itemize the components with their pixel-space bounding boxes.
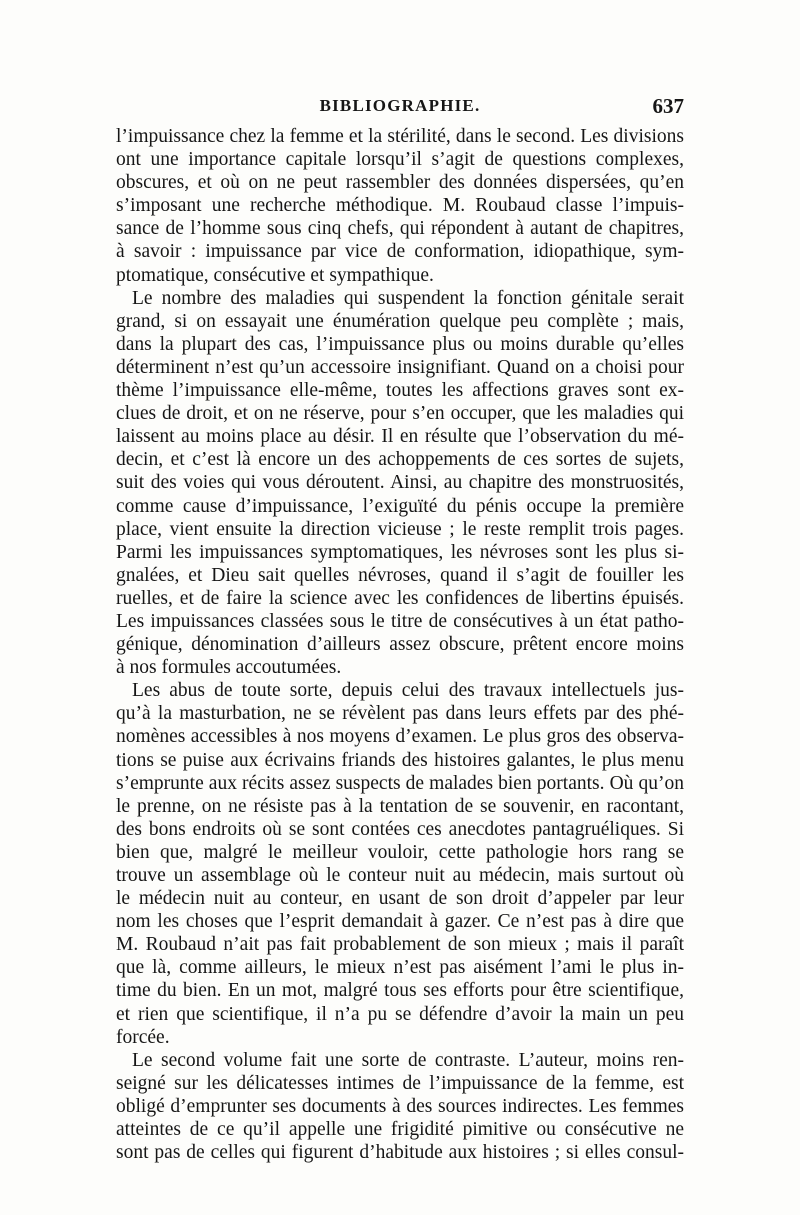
paragraph-end-line: ptomatique, consécutive et sympathique. — [116, 264, 434, 286]
text-line: dans la plupart des cas, l’impuissance plus ou moins durable qu’elles — [116, 333, 684, 355]
text-line: obligé d’emprunter ses documents à des sources indirectes. Les femmes — [116, 1095, 684, 1117]
body-text — [116, 125, 684, 1164]
text-line: trouve un assemblage où le conteur nuit au médecin, mais surtout où — [116, 865, 684, 886]
paragraph-first-line: Les abus de toute sorte, depuis celui des travaux intellectuels jus- — [132, 680, 684, 702]
text-line: thème l’impuissance elle-même, toutes les affections graves sont ex- — [116, 380, 684, 402]
text-line: gnalées, et Dieu sait quelles névroses, quand il s’agit de fouiller les — [116, 564, 684, 586]
text-line: seigné sur les délicatesses intimes de l’impuissance de la femme, est — [116, 1072, 684, 1094]
text-line: nomènes accessibles à nos moyens d’examen. Le plus gros des observa- — [116, 726, 684, 748]
paragraph-end-line: forcée. — [116, 1026, 170, 1048]
text-line: l’impuissance chez la femme et la stérilité, dans le second. Les divisions — [116, 126, 684, 147]
text-line: des bons endroits où se sont contées ces anecdotes pantagruéliques. Si — [116, 818, 684, 840]
page-number: 637 — [652, 94, 684, 118]
running-title: BIBLIOGRAPHIE. — [319, 96, 481, 115]
text-line: s’emprunte aux récits assez suspects de malades bien portants. Où qu’on — [116, 772, 684, 794]
text-line: laissent au moins place au désir. Il en résulte que l’observation du mé- — [116, 426, 684, 448]
text-line: Les impuissances classées sous le titre de consécutives à un état patho- — [116, 610, 684, 632]
text-line: comme cause d’impuissance, l’exiguïté du pénis occupe la première — [116, 495, 684, 517]
text-line: atteintes de ce qu’il appelle une frigidité pimitive ou consécutive ne — [116, 1119, 684, 1141]
text-line: qu’à la masturbation, ne se révèlent pas dans leurs effets par des phé- — [116, 703, 684, 725]
text-line: clues de droit, et on ne réserve, pour s’en occuper, que les maladies qui — [116, 403, 684, 425]
text-line: sont pas de celles qui figurent d’habitude aux histoires ; si elles consul- — [116, 1142, 684, 1164]
text-line: le prenne, on ne résiste pas à la tentation de se souvenir, en racontant, — [116, 795, 684, 817]
text-line: tions se puise aux écrivains friands des histoires galantes, le plus menu — [116, 749, 684, 771]
text-line: place, vient ensuite la direction vicieuse ; le reste remplit trois pages. — [116, 518, 684, 540]
text-line: M. Roubaud n’ait pas fait probablement de son mieux ; mais il paraît — [116, 934, 684, 956]
text-line: decin, et c’est là encore un des achoppements de ces sortes de sujets, — [116, 449, 684, 471]
text-line: bien que, malgré le meilleur vouloir, cette pathologie hors rang se — [116, 841, 684, 863]
text-line: déterminent n’est qu’un accessoire insignifiant. Quand on a choisi pour — [116, 356, 684, 378]
text-line: obscures, et où on ne peut rassembler des données dispersées, qu’en — [116, 172, 684, 194]
text-line: que là, comme ailleurs, le mieux n’est pas aisément l’ami le plus in- — [116, 957, 684, 979]
text-line: et rien que scientifique, il n’a pu se défendre d’avoir la main un peu — [116, 1003, 684, 1025]
text-line: grand, si on essayait une énumération quelque peu complète ; mais, — [116, 310, 684, 332]
text-line: à savoir : impuissance par vice de conformation, idiopathique, sym- — [116, 241, 684, 263]
running-head — [116, 96, 684, 122]
text-line: ont une importance capitale lorsqu’il s’agit de questions complexes, — [116, 149, 684, 171]
text-line: ruelles, et de faire la science avec les confidences de libertins épuisés. — [116, 587, 684, 609]
paragraph-first-line: Le nombre des maladies qui suspendent la fonction génitale serait — [132, 287, 684, 309]
text-line: sance de l’homme sous cinq chefs, qui répondent à autant de chapitres, — [116, 218, 684, 240]
paragraph-end-line: à nos formules accoutumées. — [116, 657, 342, 679]
text-line: time du bien. En un mot, malgré tous ses efforts pour être scientifique, — [116, 980, 684, 1002]
text-line: s’imposant une recherche méthodique. M. Roubaud classe l’impuis- — [116, 195, 684, 217]
text-line: suit des voies qui vous déroutent. Ainsi, au chapitre des monstruosités, — [116, 472, 684, 494]
text-line: nom les choses que l’esprit demandait à gazer. Ce n’est pas à dire que — [116, 911, 684, 933]
paragraph-first-line: Le second volume fait une sorte de contraste. L’auteur, moins ren- — [132, 1049, 684, 1071]
text-line: le médecin nuit au conteur, en usant de son droit d’appeler par leur — [116, 888, 684, 910]
text-line: Parmi les impuissances symptomatiques, les névroses sont les plus si- — [116, 541, 684, 563]
text-line: génique, dénomination d’ailleurs assez obscure, prêtent encore moins — [116, 634, 684, 656]
